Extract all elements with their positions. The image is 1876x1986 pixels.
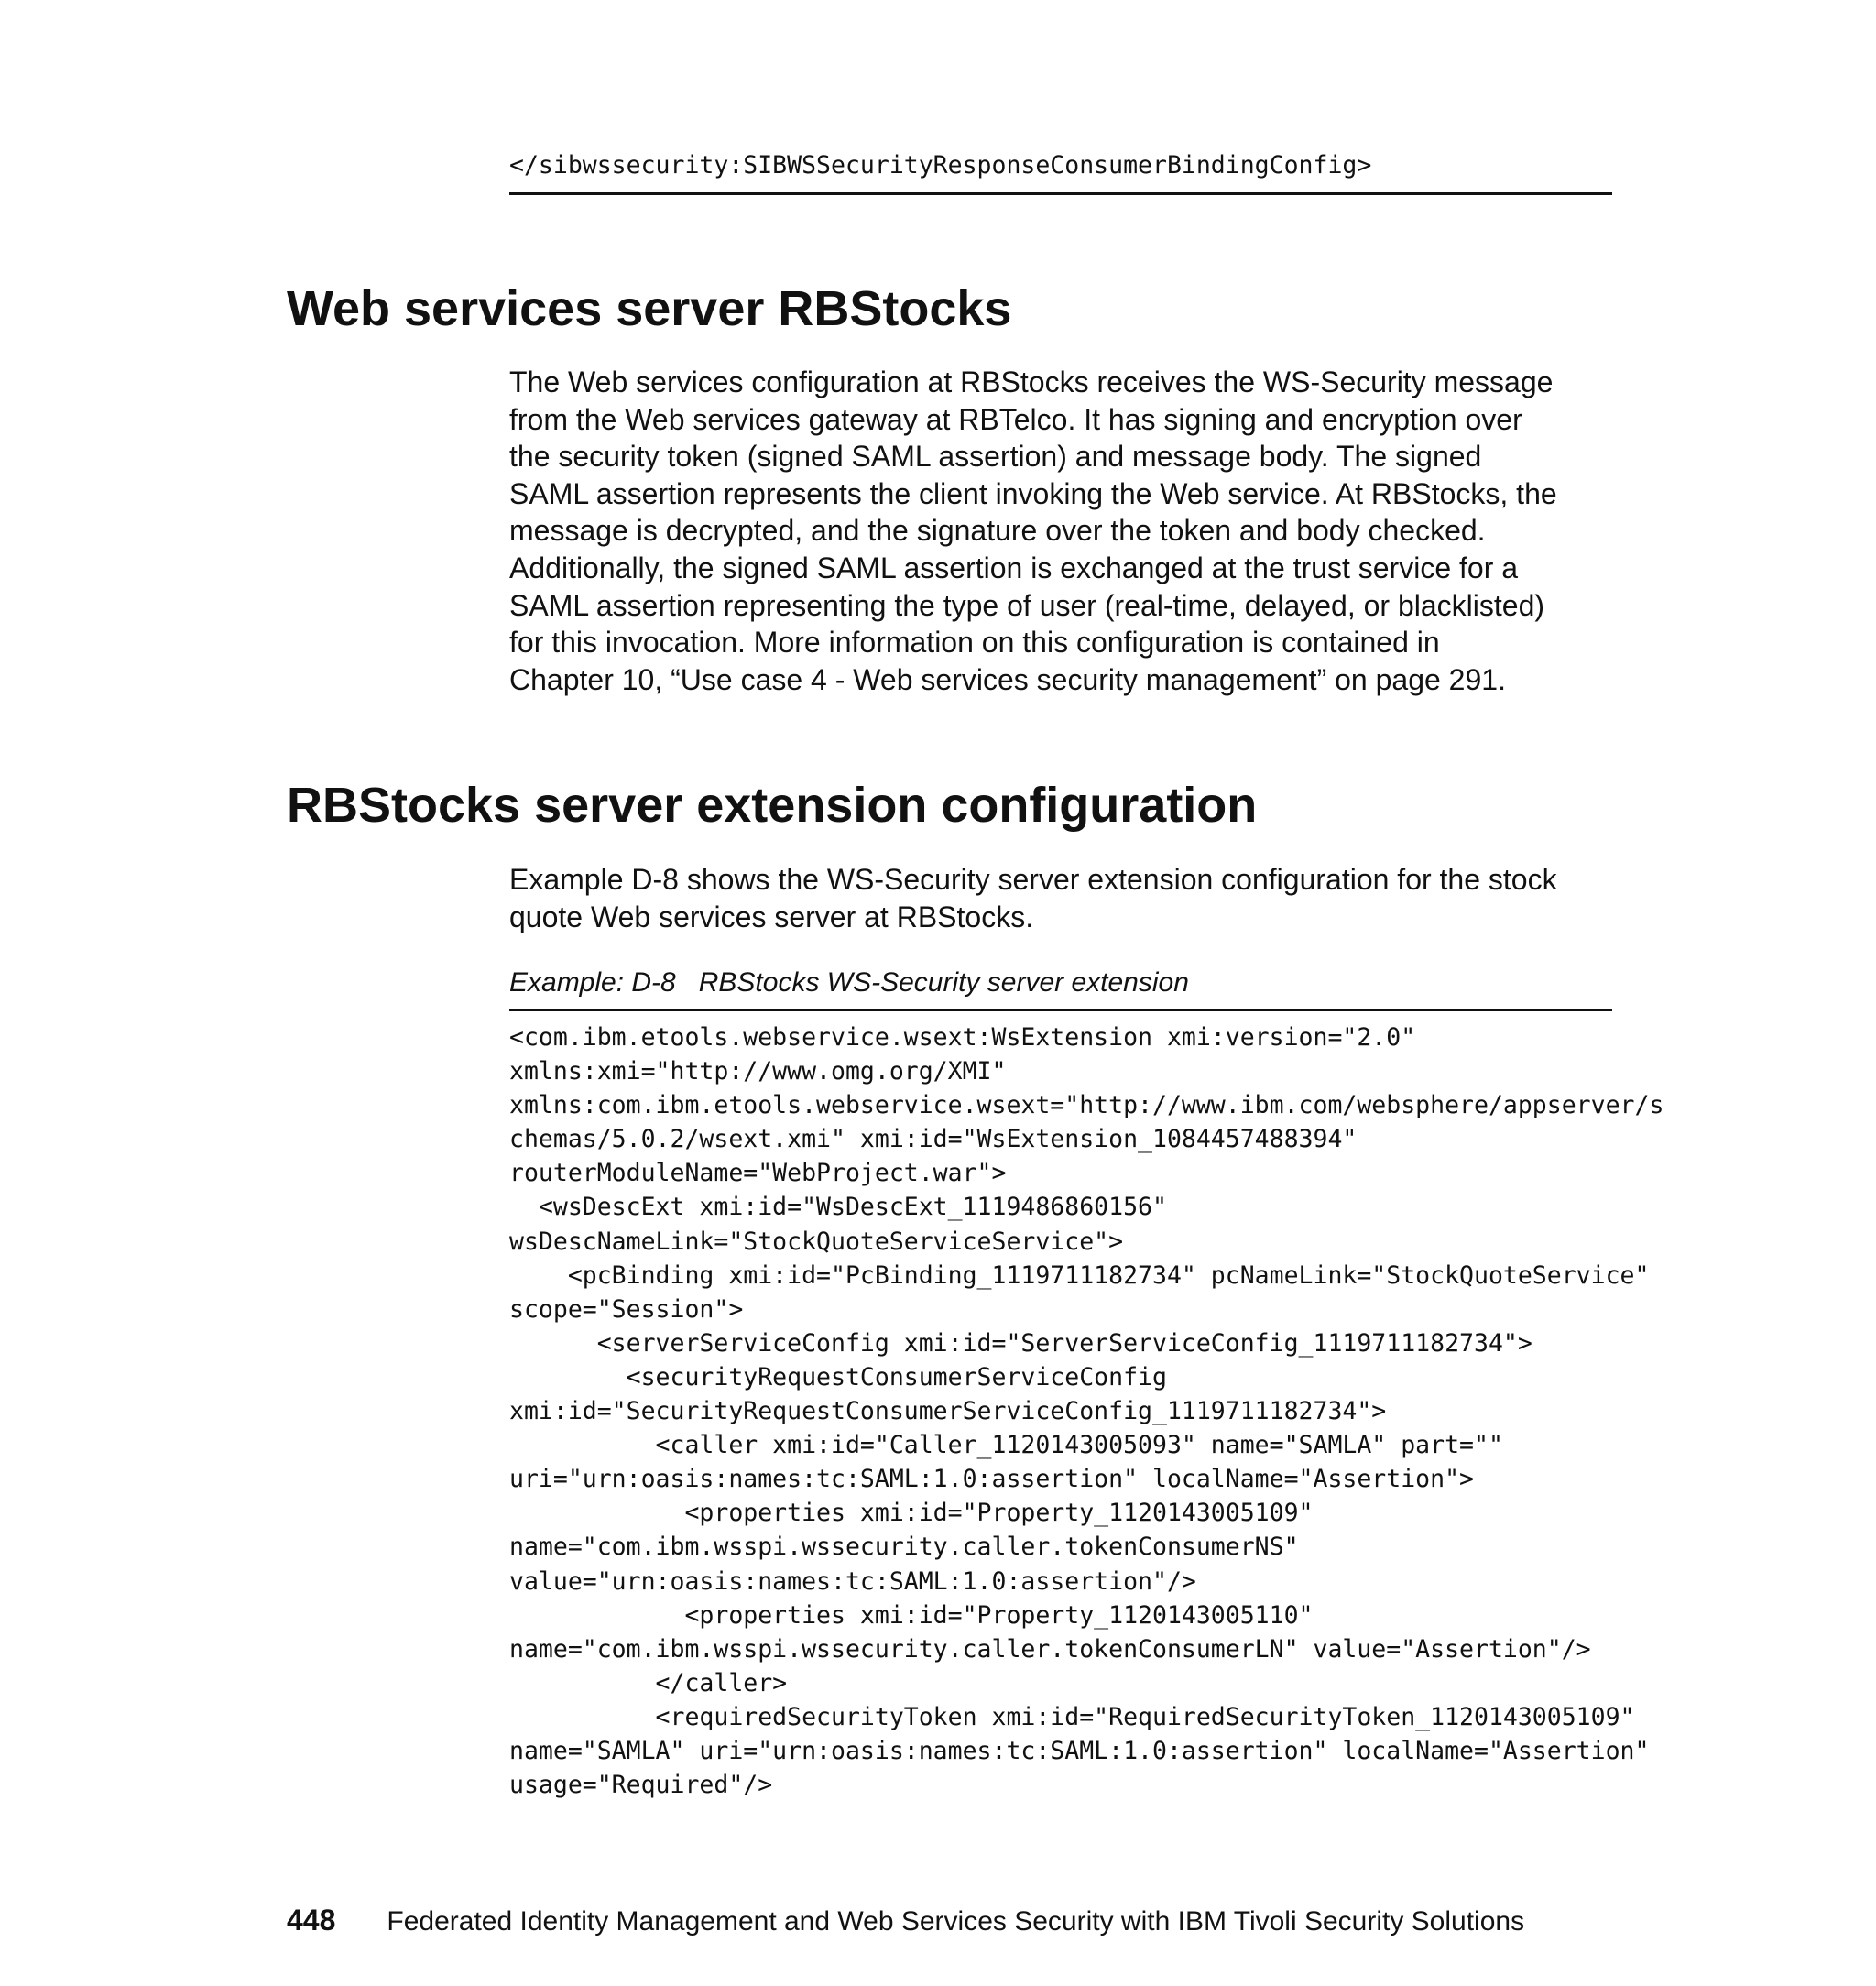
paragraph-line: Additionally, the signed SAML assertion is exchanged at the trust service for a [509, 551, 1519, 584]
code-line: </sibwssecurity:SIBWSSecurityResponseConsumerBindingConfig> [509, 151, 1372, 180]
paragraph-line: the security token (signed SAML assertion) and message body. The signed [509, 440, 1482, 474]
code-line: name="com.ibm.wsspi.wssecurity.caller.tokenConsumerNS" [509, 1533, 1299, 1562]
code-line: <securityRequestConsumerServiceConfig [509, 1362, 1167, 1391]
paragraph-line: message is decrypted, and the signature over the token and body checked. [509, 514, 1486, 548]
code-line: <serverServiceConfig xmi:id="ServerServiceConfig_1119711182734"> [509, 1328, 1532, 1358]
paragraph-line: for this invocation. More information on this configuration is contained in [509, 626, 1440, 660]
code-line: name="SAMLA" uri="urn:oasis:names:tc:SAML:1.0:assertion" localName="Assertion" [509, 1736, 1650, 1765]
code-line: <wsDescExt xmi:id="WsDescExt_1119486860156" [509, 1193, 1167, 1222]
code-line: <requiredSecurityToken xmi:id="RequiredSecurityToken_1120143005109" [509, 1702, 1635, 1731]
code-line: <com.ibm.etools.webservice.wsext:WsExtension xmi:version="2.0" [509, 1023, 1416, 1052]
code-line: usage="Required"/> [509, 1771, 773, 1800]
code-line: value="urn:oasis:names:tc:SAML:1.0:assertion"/> [509, 1566, 1196, 1596]
paragraph-line: from the Web services gateway at RBTelco. It has signing and encryption over [509, 402, 1522, 436]
code-line: uri="urn:oasis:names:tc:SAML:1.0:assertion" localName="Assertion"> [509, 1465, 1474, 1494]
paragraph-line: SAML assertion represents the client invoking the Web service. At RBStocks, the [509, 476, 1557, 510]
code-line: <properties xmi:id="Property_1120143005109" [509, 1499, 1314, 1528]
code-line: scope="Session"> [509, 1294, 744, 1324]
code-line: </caller> [509, 1668, 788, 1697]
paragraph-line: quote Web services server at RBStocks. [509, 900, 1034, 933]
section-paragraph-web-services-server [509, 364, 1557, 698]
code-line: chemas/5.0.2/wsext.xmi" xmi:id="WsExtension_1084457488394" [509, 1125, 1358, 1154]
code-line: xmlns:xmi="http://www.omg.org/XMI" [509, 1057, 1007, 1086]
code-line: wsDescNameLink="StockQuoteServiceService"> [509, 1227, 1124, 1256]
section-heading-web-services-server: Web services server RBStocks [287, 281, 1012, 336]
paragraph-line: SAML assertion representing the type of user (real-time, delayed, or blacklisted) [509, 588, 1545, 622]
example-code-block [509, 1020, 1663, 1802]
top-code-fragment [509, 148, 1371, 182]
page-footer [287, 1904, 1524, 1938]
code-line: <caller xmi:id="Caller_1120143005093" name="SAMLA" part="" [509, 1431, 1503, 1460]
code-line: <properties xmi:id="Property_1120143005110" [509, 1600, 1314, 1630]
book-title: Federated Identity Management and Web Services Security with IBM Tivoli Security Solutions [387, 1906, 1525, 1937]
section-paragraph-server-extension [509, 861, 1557, 935]
section-heading-server-extension: RBStocks server extension configuration [287, 778, 1258, 833]
code-end-rule [509, 192, 1612, 195]
code-line: xmi:id="SecurityRequestConsumerServiceConfig_1119711182734"> [509, 1397, 1387, 1426]
example-caption-rule [509, 1009, 1612, 1011]
page-number: 448 [287, 1904, 336, 1937]
code-line: xmlns:com.ibm.etools.webservice.wsext="http://www.ibm.com/websphere/appserver/s [509, 1091, 1664, 1120]
code-line: routerModuleName="WebProject.war"> [509, 1159, 1007, 1188]
paragraph-line: Chapter 10, “Use case 4 - Web services security management” on page 291. [509, 662, 1506, 696]
code-line: name="com.ibm.wsspi.wssecurity.caller.tokenConsumerLN" value="Assertion"/> [509, 1634, 1591, 1664]
example-caption: Example: D-8 RBStocks WS-Security server extension [509, 967, 1189, 998]
paragraph-line: The Web services configuration at RBStocks receives the WS-Security message [509, 366, 1554, 398]
code-line: <pcBinding xmi:id="PcBinding_1119711182734" pcNameLink="StockQuoteService" [509, 1260, 1650, 1290]
paragraph-line: Example D-8 shows the WS-Security server extension configuration for the stock [509, 863, 1557, 896]
